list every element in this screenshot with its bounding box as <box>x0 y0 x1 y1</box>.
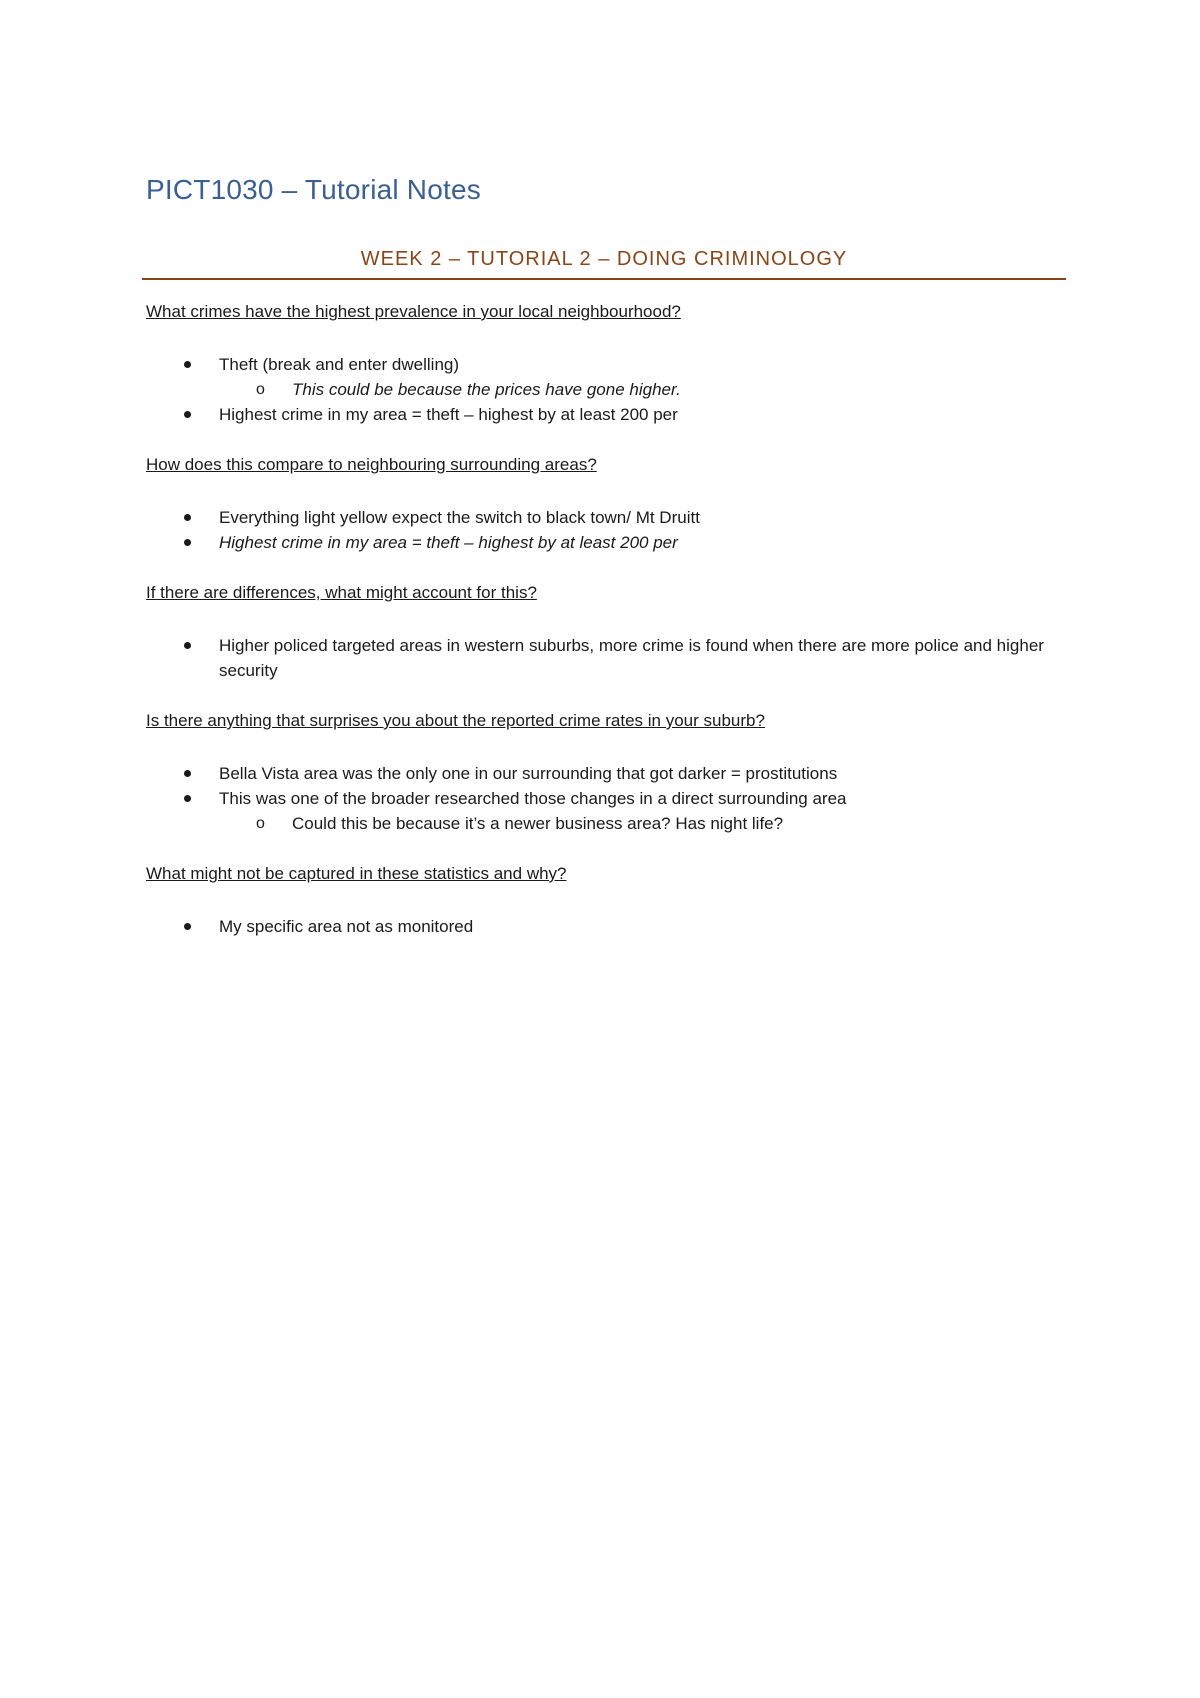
list-item-text: Highest crime in my area = theft – highest by at least 200 per <box>219 405 678 424</box>
list-item-text: Higher policed targeted areas in western suburbs, more crime is found when there are more police and higher security <box>219 636 1044 680</box>
sub-bullet-icon: o <box>256 381 265 398</box>
list-item <box>146 530 1062 555</box>
list-item-text: This was one of the broader researched those changes in a direct surrounding area <box>219 789 847 808</box>
list-item <box>146 914 1062 939</box>
sub-list-item-text: Could this be because it’s a newer business area? Has night life? <box>292 814 784 833</box>
list-item <box>146 352 1062 402</box>
document-title: PICT1030 – Tutorial Notes <box>146 174 481 205</box>
sub-list <box>219 377 1062 402</box>
bullet-icon <box>184 642 191 649</box>
sub-list-item-text: This could be because the prices have gone higher. <box>292 380 681 399</box>
bullet-list <box>146 352 1062 427</box>
bullet-icon <box>184 923 191 930</box>
section-5 <box>146 862 1062 939</box>
list-item <box>146 505 1062 530</box>
sub-bullet-icon: o <box>256 815 265 832</box>
section-question: If there are differences, what might account for this? <box>146 583 537 602</box>
section-question: What might not be captured in these statistics and why? <box>146 864 567 883</box>
bullet-icon <box>184 770 191 777</box>
bullet-icon <box>184 411 191 418</box>
list-item <box>146 633 1062 683</box>
list-item <box>146 786 1062 836</box>
bullet-list <box>146 505 1062 555</box>
section-3 <box>146 581 1062 683</box>
bullet-list <box>146 761 1062 836</box>
list-item <box>146 402 1062 427</box>
bullet-icon <box>184 795 191 802</box>
sub-list-item <box>146 377 1062 402</box>
document-page <box>146 170 1062 939</box>
bullet-list <box>146 914 1062 939</box>
bullet-icon <box>184 361 191 368</box>
list-item-text: My specific area not as monitored <box>219 917 474 936</box>
section-question: What crimes have the highest prevalence in your local neighbourhood? <box>146 302 681 321</box>
section-question: How does this compare to neighbouring surrounding areas? <box>146 455 597 474</box>
sub-list <box>219 811 1062 836</box>
bullet-icon <box>184 514 191 521</box>
list-item-text: Theft (break and enter dwelling) <box>219 355 460 374</box>
bullet-icon <box>184 539 191 546</box>
section-question: Is there anything that surprises you about the reported crime rates in your suburb? <box>146 711 765 730</box>
week-heading: WEEK 2 – TUTORIAL 2 – DOING CRIMINOLOGY <box>142 246 1066 280</box>
list-item-text: Everything light yellow expect the switch to black town/ Mt Druitt <box>219 508 700 527</box>
list-item-text: Highest crime in my area = theft – highest by at least 200 per <box>219 533 678 552</box>
list-item-text: Bella Vista area was the only one in our surrounding that got darker = prostitutions <box>219 764 838 783</box>
section-1 <box>146 300 1062 427</box>
list-item <box>146 761 1062 786</box>
section-4 <box>146 709 1062 836</box>
bullet-list <box>146 633 1062 683</box>
sub-list-item <box>146 811 1062 836</box>
section-2 <box>146 453 1062 555</box>
